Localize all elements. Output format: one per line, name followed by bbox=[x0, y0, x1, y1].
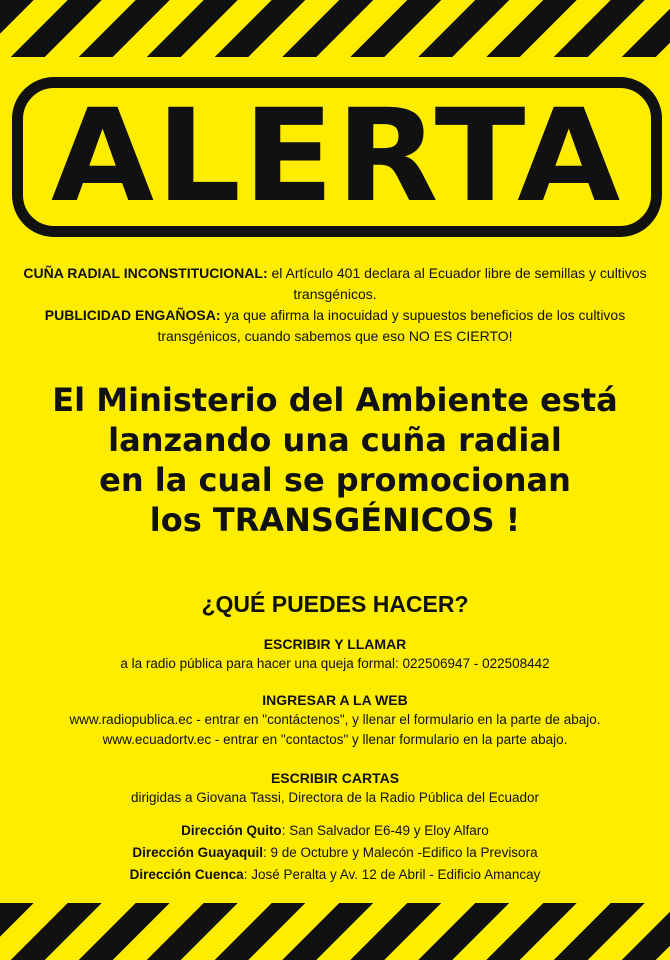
headline-line-2: lanzando una cuña radial bbox=[108, 421, 562, 459]
letters-text: dirigidas a Giovana Tassi, Directora de la Radio Pública del Ecuador bbox=[131, 790, 539, 805]
hazard-stripe-bottom bbox=[0, 903, 670, 960]
headline-line-4: los TRANSGÉNICOS ! bbox=[149, 501, 521, 539]
address-label: Dirección Guayaquil bbox=[132, 845, 263, 860]
address-quito bbox=[10, 820, 660, 842]
web-line-1: www.radiopublica.ec - entrar en "contáctenos", y llenar el formulario en la parte de abajo. bbox=[69, 712, 601, 727]
address-cuenca bbox=[10, 864, 660, 886]
intro-paragraph-1 bbox=[20, 263, 650, 305]
letters-heading: ESCRIBIR CARTAS bbox=[270, 770, 400, 786]
call-section bbox=[10, 634, 660, 674]
address-value: : San Salvador E6-49 y Eloy Alfaro bbox=[281, 823, 489, 838]
hazard-stripe-top bbox=[0, 0, 670, 57]
headline-line-3: en la cual se promocionan bbox=[99, 461, 571, 499]
address-value: : José Peralta y Av. 12 de Abril - Edificio Amancay bbox=[243, 867, 541, 882]
intro-paragraph-2 bbox=[20, 305, 650, 347]
intro-text-2: ya que afirma la inocuidad y supuestos beneficios de los cultivos transgénicos, cuando sabemos que eso NO ES CIERTO! bbox=[157, 307, 626, 344]
addresses-section bbox=[10, 820, 660, 886]
call-heading: ESCRIBIR Y LLAMAR bbox=[263, 636, 407, 652]
main-headline bbox=[10, 380, 660, 540]
call-text: a la radio pública para hacer una queja formal: 022506947 - 022508442 bbox=[120, 656, 550, 671]
headline-line-1: El Ministerio del Ambiente está bbox=[52, 381, 618, 419]
letters-section bbox=[10, 768, 660, 808]
address-label: Dirección Quito bbox=[181, 823, 282, 838]
intro-label-2: PUBLICIDAD ENGAÑOSA: bbox=[44, 307, 221, 323]
web-section bbox=[10, 690, 660, 750]
address-guayaquil bbox=[10, 842, 660, 864]
web-heading: INGRESAR A LA WEB bbox=[262, 692, 408, 708]
alert-banner bbox=[12, 77, 662, 237]
intro-text bbox=[20, 263, 650, 347]
question-heading: ¿QUÉ PUEDES HACER? bbox=[201, 591, 469, 617]
address-value: : 9 de Octubre y Malecón -Edifico la Previsora bbox=[262, 845, 538, 860]
intro-label-1: CUÑA RADIAL INCONSTITUCIONAL: bbox=[23, 265, 268, 281]
address-label: Dirección Cuenca bbox=[129, 867, 244, 882]
alert-title: ALERTA bbox=[51, 82, 623, 231]
intro-text-1: el Artículo 401 declara al Ecuador libre de semillas y cultivos transgénicos. bbox=[267, 265, 647, 302]
web-line-2: www.ecuadortv.ec - entrar en "contactos" y llenar formulario en la parte abajo. bbox=[102, 732, 568, 747]
